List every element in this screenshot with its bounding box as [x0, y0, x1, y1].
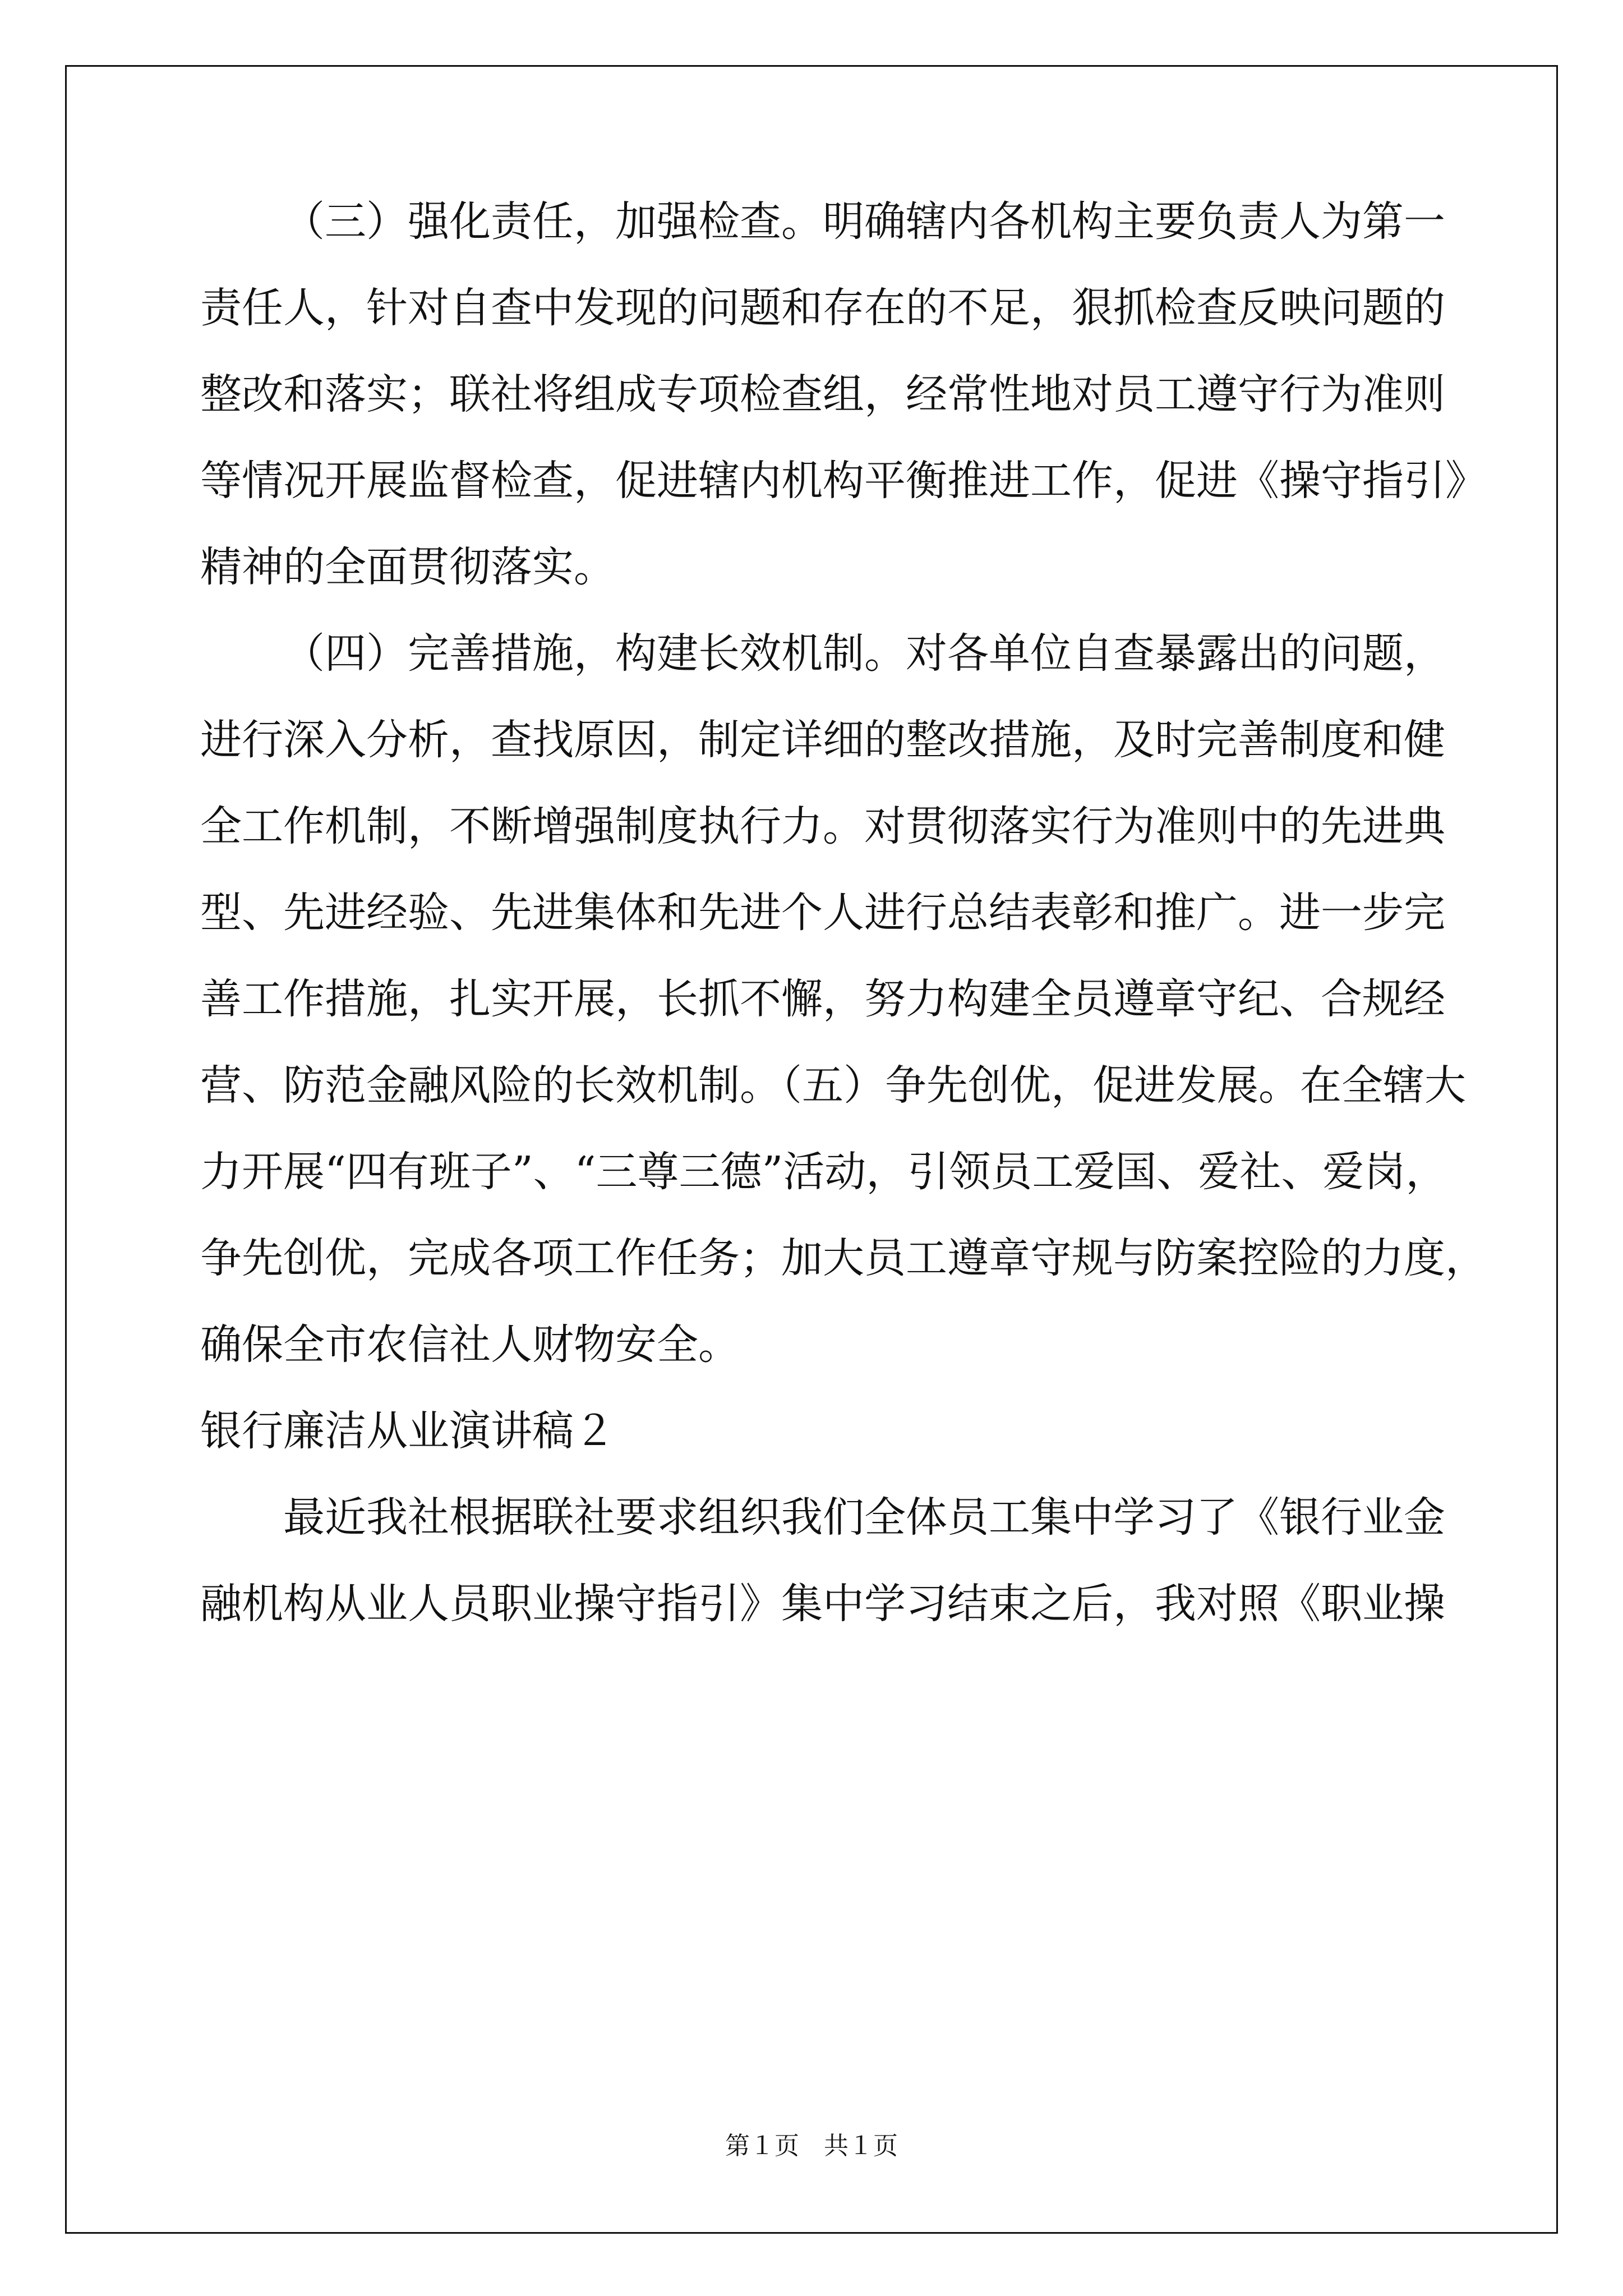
paragraph-4-line-8: 争先创优，完成各项工作任务；加大员工遵章守规与防案控险的力度，	[200, 1234, 1487, 1282]
paragraph-5-line-1: 最近我社根据联社要求组织我们全体员工集中学习了《银行业金	[283, 1493, 1445, 1542]
paragraph-3-line-2: 责任人，针对自查中发现的问题和存在的不足，狠抓检查反映问题的	[200, 284, 1445, 332]
paragraph-4-line-7: 力开展“四有班子”、“三尊三德”活动，引领员工爱国、爱社、爱岗，	[200, 1148, 1447, 1196]
section-heading: 银行廉洁从业演讲稿２	[200, 1407, 615, 1455]
paragraph-4-line-9: 确保全市农信社人财物安全。	[200, 1320, 740, 1369]
paragraph-4-line-1: （四）完善措施，构建长效机制。对各单位自查暴露出的问题，	[283, 629, 1445, 678]
paragraph-3-line-5: 精神的全面贯彻落实。	[200, 543, 615, 591]
paragraph-4-line-2: 进行深入分析，查找原因，制定详细的整改措施，及时完善制度和健	[200, 716, 1445, 764]
page-footer: 第１页 共１页	[725, 2132, 898, 2160]
paragraph-3-line-3: 整改和落实；联社将组成专项检查组，经常性地对员工遵守行为准则	[200, 370, 1445, 418]
paragraph-4-line-3: 全工作机制，不断增强制度执行力。对贯彻落实行为准则中的先进典	[200, 802, 1445, 850]
paragraph-3-line-1: （三）强化责任，加强检查。明确辖内各机构主要负责人为第一	[283, 197, 1445, 246]
paragraph-4-line-6: 营、防范金融风险的长效机制。（五）争先创优，促进发展。在全辖大	[200, 1061, 1466, 1110]
paragraph-4-line-5: 善工作措施，扎实开展，长抓不懈，努力构建全员遵章守纪、合规经	[200, 975, 1445, 1023]
paragraph-5-line-2: 融机构从业人员职业操守指引》集中学习结束之后，我对照《职业操	[200, 1580, 1445, 1628]
paragraph-3-line-4: 等情况开展监督检查，促进辖内机构平衡推进工作，促进《操守指引》	[200, 457, 1487, 505]
paragraph-4-line-4: 型、先进经验、先进集体和先进个人进行总结表彰和推广。进一步完	[200, 889, 1445, 937]
